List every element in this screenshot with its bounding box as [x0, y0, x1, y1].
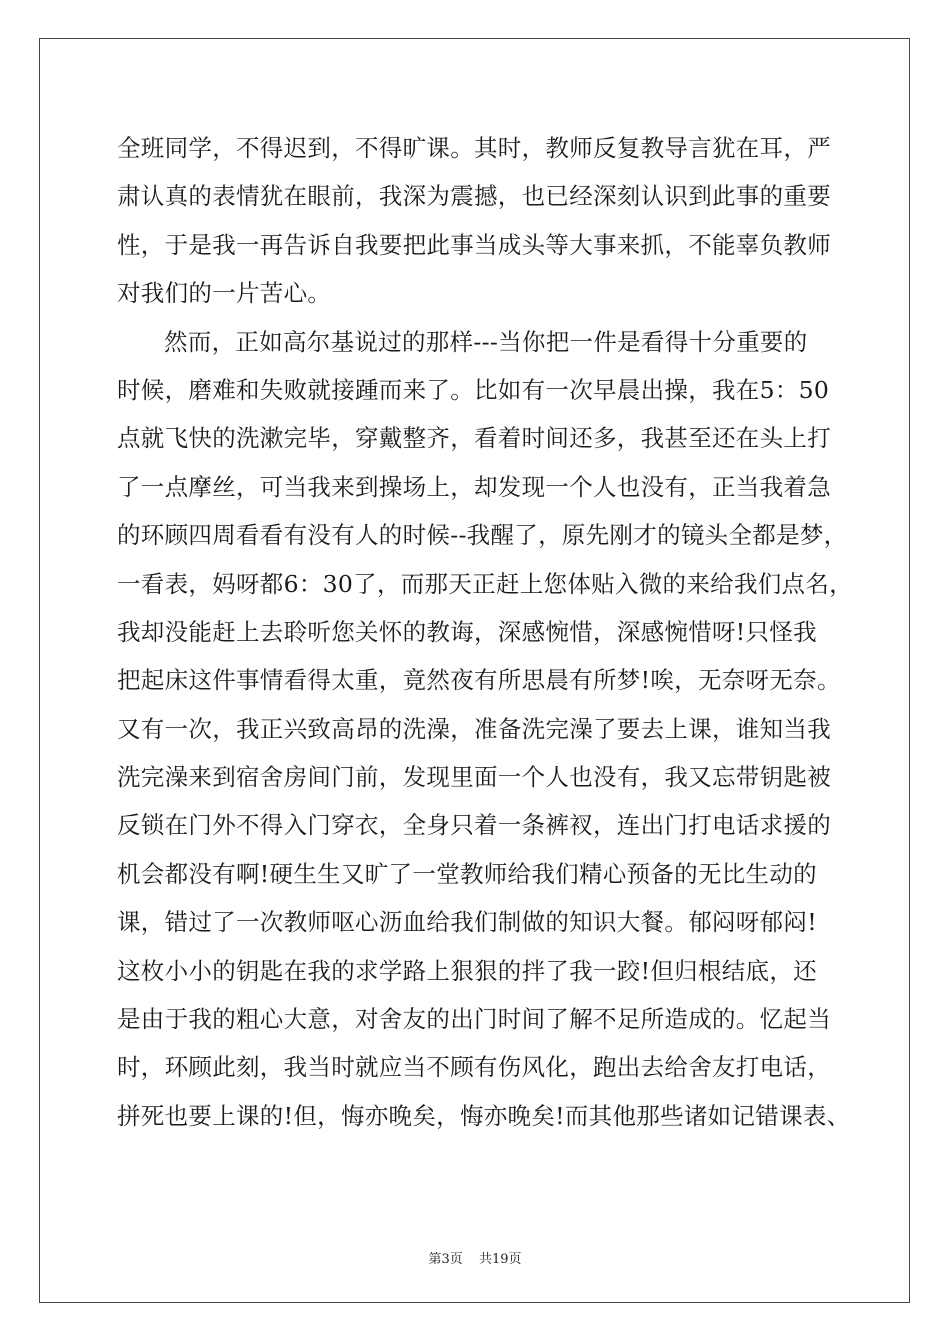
text-line: 时，环顾此刻，我当时就应当不顾有伤风化，跑出去给舍友打电话，	[117, 1053, 831, 1082]
text-line: 机会都没有啊!硬生生又旷了一堂教师给我们精心预备的无比生动的	[117, 859, 817, 888]
page-footer	[0, 1248, 950, 1267]
text-line: 反锁在门外不得入门穿衣，全身只着一条裤衩，连出门打电话求援的	[117, 811, 831, 840]
text-line: 一看表，妈呀都6：30了，而那天正赶上您体贴入微的来给我们点名，	[117, 569, 853, 598]
text-line: 是由于我的粗心大意，对舍友的出门时间了解不足所造成的。忆起当	[117, 1005, 831, 1034]
document-body	[117, 124, 857, 1140]
text-line: 又有一次，我正兴致高昂的洗澡，准备洗完澡了要去上课，谁知当我	[117, 714, 831, 743]
text-line: 课，错过了一次教师呕心沥血给我们制做的知识大餐。郁闷呀郁闷!	[117, 908, 817, 937]
text-line: 性，于是我一再告诉自我要把此事当成头等大事来抓，不能辜负教师	[117, 230, 831, 259]
text-line: 我却没能赶上去聆听您关怀的教诲，深感惋惜，深感惋惜呀!只怪我	[117, 617, 817, 646]
text-line: 对我们的一片苦心。	[117, 279, 332, 308]
text-line: 肃认真的表情犹在眼前，我深为震撼，也已经深刻认识到此事的重要	[117, 182, 831, 211]
text-line: 的环顾四周看看有没有人的时候--我醒了，原先刚才的镜头全都是梦，	[117, 521, 848, 550]
text-line: 点就飞快的洗漱完毕，穿戴整齐，看着时间还多，我甚至还在头上打	[117, 424, 831, 453]
current-page-number: 第3页	[428, 1252, 463, 1267]
text-line: 这枚小小的钥匙在我的求学路上狠狠的拌了我一跤!但归根结底，还	[117, 956, 817, 985]
total-page-count: 共19页	[478, 1252, 522, 1267]
text-line: 洗完澡来到宿舍房间门前，发现里面一个人也没有，我又忘带钥匙被	[117, 763, 831, 792]
text-line: 拼死也要上课的!但，悔亦晚矣，悔亦晚矣!而其他那些诸如记错课表、	[117, 1101, 851, 1130]
text-line: 全班同学，不得迟到，不得旷课。其时，教师反复教导言犹在耳，严	[117, 134, 831, 162]
text-line: 时候，磨难和失败就接踵而来了。比如有一次早晨出操，我在5：50	[117, 375, 830, 404]
text-line: 了一点摩丝，可当我来到操场上，却发现一个人也没有，正当我着急	[117, 472, 831, 501]
text-line: 把起床这件事情看得太重，竟然夜有所思晨有所梦!唉，无奈呀无奈。	[117, 666, 841, 695]
paragraph-start-line: 然而，正如高尔基说过的那样---当你把一件是看得十分重要的	[164, 327, 808, 356]
